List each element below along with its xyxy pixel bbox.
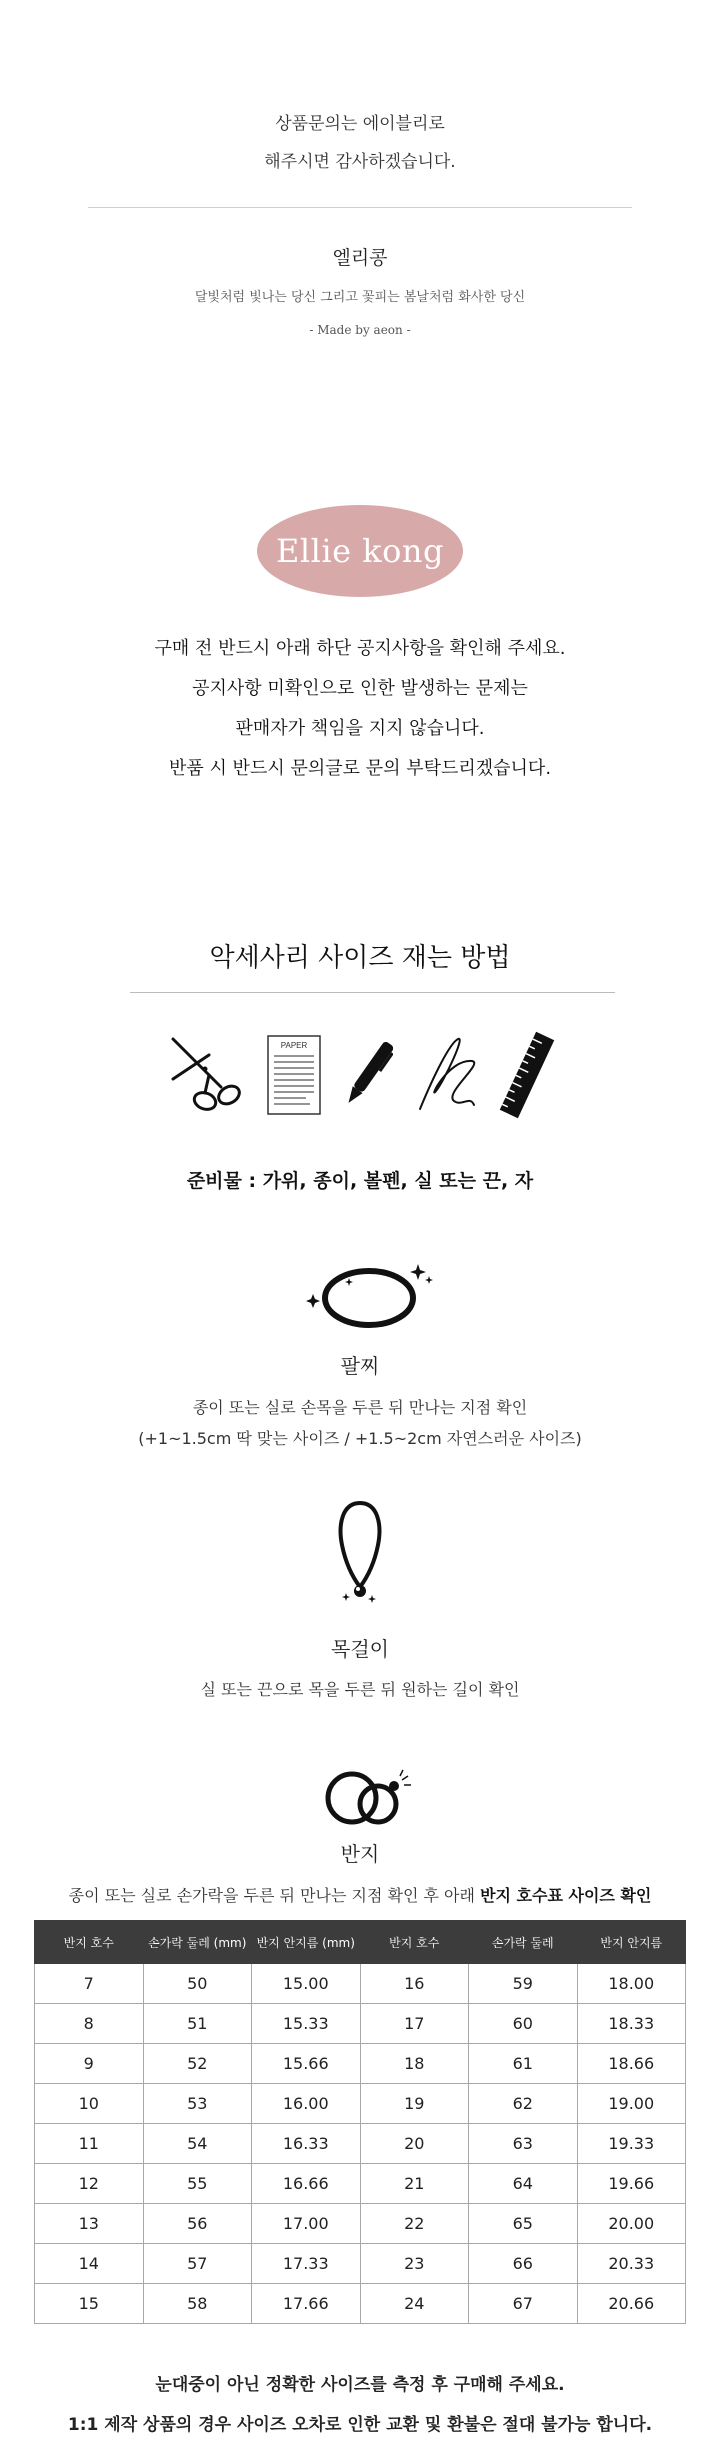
paper-icon-label: PAPER <box>280 1041 308 1050</box>
table-cell: 18.00 <box>577 1964 686 2004</box>
table-cell: 61 <box>469 2044 578 2084</box>
col-inner-diameter: 반지 안지름 <box>577 1921 686 1964</box>
table-cell: 63 <box>469 2124 578 2164</box>
table-row <box>35 1964 686 2004</box>
ring-desc: 종이 또는 실로 손가락을 두른 뒤 만나는 지점 확인 후 아래 <box>68 1886 475 1905</box>
table-cell: 50 <box>143 1964 252 2004</box>
table-header-row <box>35 1921 686 1964</box>
table-cell: 8 <box>35 2004 144 2044</box>
footer-line-2: 1:1 제작 상품의 경우 사이즈 오차로 인한 교환 및 환불은 절대 불가능 합니다. <box>67 2415 653 2435</box>
table-row <box>35 2044 686 2084</box>
table-cell: 9 <box>35 2044 144 2084</box>
table-cell: 62 <box>469 2084 578 2124</box>
ring-desc-bold: 반지 호수표 사이즈 확인 <box>480 1886 652 1905</box>
table-cell: 18.66 <box>577 2044 686 2084</box>
table-cell: 51 <box>143 2004 252 2044</box>
ring-title: 반지 <box>340 1842 380 1866</box>
table-cell: 67 <box>469 2284 578 2324</box>
table-cell: 11 <box>35 2124 144 2164</box>
divider-top <box>88 207 632 208</box>
notice-line-2: 공지사항 미확인으로 인한 발생하는 문제는 <box>192 678 528 699</box>
notice-line-3: 판매자가 책임을 지지 않습니다. <box>235 718 485 739</box>
table-cell: 16 <box>360 1964 469 2004</box>
table-cell: 21 <box>360 2164 469 2204</box>
table-row <box>35 2124 686 2164</box>
prep-materials: 준비물 : 가위, 종이, 볼펜, 실 또는 끈, 자 <box>186 1170 534 1192</box>
table-cell: 20.33 <box>577 2244 686 2284</box>
inquiry-notice <box>0 105 720 181</box>
brand-logo-text: Ellie kong <box>276 532 444 570</box>
table-cell: 15.00 <box>252 1964 361 2004</box>
brand-name: 엘리콩 <box>332 247 388 269</box>
table-cell: 59 <box>469 1964 578 2004</box>
table-cell: 10 <box>35 2084 144 2124</box>
table-cell: 20 <box>360 2124 469 2164</box>
table-row <box>35 2084 686 2124</box>
scissors-icon <box>165 1035 245 1115</box>
table-cell: 16.00 <box>252 2084 361 2124</box>
table-cell: 55 <box>143 2164 252 2204</box>
table-cell: 20.66 <box>577 2284 686 2324</box>
table-row <box>35 2164 686 2204</box>
col-finger-circumference: 손가락 둘레 <box>469 1921 578 1964</box>
table-cell: 65 <box>469 2204 578 2244</box>
bracelet-desc-1: 종이 또는 실로 손목을 두른 뒤 만나는 지점 확인 <box>192 1398 528 1417</box>
table-cell: 58 <box>143 2284 252 2324</box>
table-cell: 17.00 <box>252 2204 361 2244</box>
table-cell: 64 <box>469 2164 578 2204</box>
table-cell: 12 <box>35 2164 144 2204</box>
table-cell: 56 <box>143 2204 252 2244</box>
divider-measure <box>130 992 615 993</box>
footer-line-1: 눈대중이 아닌 정확한 사이즈를 측정 후 구매해 주세요. <box>155 2375 565 2395</box>
col-ring-size: 반지 호수 <box>360 1921 469 1964</box>
string-icon <box>414 1035 478 1115</box>
table-cell: 24 <box>360 2284 469 2324</box>
table-cell: 20.00 <box>577 2204 686 2244</box>
table-cell: 23 <box>360 2244 469 2284</box>
table-cell: 53 <box>143 2084 252 2124</box>
necklace-title: 목걸이 <box>331 1637 389 1661</box>
col-inner-diameter: 반지 안지름 (mm) <box>252 1921 361 1964</box>
ruler-icon <box>499 1030 555 1120</box>
table-cell: 17.33 <box>252 2244 361 2284</box>
table-row <box>35 2204 686 2244</box>
table-cell: 18.33 <box>577 2004 686 2044</box>
brand-logo <box>257 505 463 597</box>
table-cell: 17.66 <box>252 2284 361 2324</box>
table-cell: 54 <box>143 2124 252 2164</box>
brand-made-by: - Made by aeon - <box>309 323 411 337</box>
notice-line-1: 구매 전 반드시 아래 하단 공지사항을 확인해 주세요. <box>154 638 566 659</box>
table-cell: 17 <box>360 2004 469 2044</box>
table-row <box>35 2284 686 2324</box>
table-cell: 15.66 <box>252 2044 361 2084</box>
ring-icon <box>318 1760 418 1830</box>
table-cell: 13 <box>35 2204 144 2244</box>
table-cell: 66 <box>469 2244 578 2284</box>
inquiry-line-1: 상품문의는 에이블리로 <box>275 114 445 134</box>
table-row <box>35 2004 686 2044</box>
col-finger-circumference: 손가락 둘레 (mm) <box>143 1921 252 1964</box>
table-cell: 19 <box>360 2084 469 2124</box>
bracelet-icon <box>305 1256 435 1336</box>
bracelet-title: 팔찌 <box>340 1354 380 1378</box>
bracelet-guide <box>0 1392 720 1454</box>
table-row <box>35 2244 686 2284</box>
pen-icon <box>343 1035 393 1115</box>
notice-line-4: 반품 시 반드시 문의글로 문의 부탁드리겠습니다. <box>168 758 552 779</box>
tool-icons <box>165 1030 555 1120</box>
table-cell: 15.33 <box>252 2004 361 2044</box>
inquiry-line-2: 해주시면 감사하겠습니다. <box>264 152 456 172</box>
table-cell: 19.33 <box>577 2124 686 2164</box>
table-cell: 7 <box>35 1964 144 2004</box>
table-cell: 57 <box>143 2244 252 2284</box>
table-cell: 52 <box>143 2044 252 2084</box>
ring-size-table <box>34 1920 686 2324</box>
table-cell: 18 <box>360 2044 469 2084</box>
table-cell: 16.33 <box>252 2124 361 2164</box>
paper-icon <box>266 1034 322 1116</box>
bracelet-desc-2: (+1~1.5cm 딱 맞는 사이즈 / +1.5~2cm 자연스러운 사이즈) <box>138 1429 582 1448</box>
table-cell: 15 <box>35 2284 144 2324</box>
table-cell: 19.00 <box>577 2084 686 2124</box>
table-cell: 22 <box>360 2204 469 2244</box>
table-cell: 14 <box>35 2244 144 2284</box>
measure-title: 악세사리 사이즈 재는 방법 <box>209 943 511 973</box>
table-cell: 60 <box>469 2004 578 2044</box>
footer-notice <box>0 2365 720 2445</box>
table-cell: 16.66 <box>252 2164 361 2204</box>
col-ring-size: 반지 호수 <box>35 1921 144 1964</box>
ring-guide <box>0 1883 720 1906</box>
brand-tagline: 달빛처럼 빛나는 당신 그리고 꽃피는 봄날처럼 화사한 당신 <box>194 290 526 305</box>
ring-size-rows <box>35 1964 686 2324</box>
necklace-icon <box>332 1495 388 1605</box>
necklace-desc: 실 또는 끈으로 목을 두른 뒤 원하는 길이 확인 <box>200 1680 520 1699</box>
purchase-notice <box>0 629 720 789</box>
table-cell: 19.66 <box>577 2164 686 2204</box>
